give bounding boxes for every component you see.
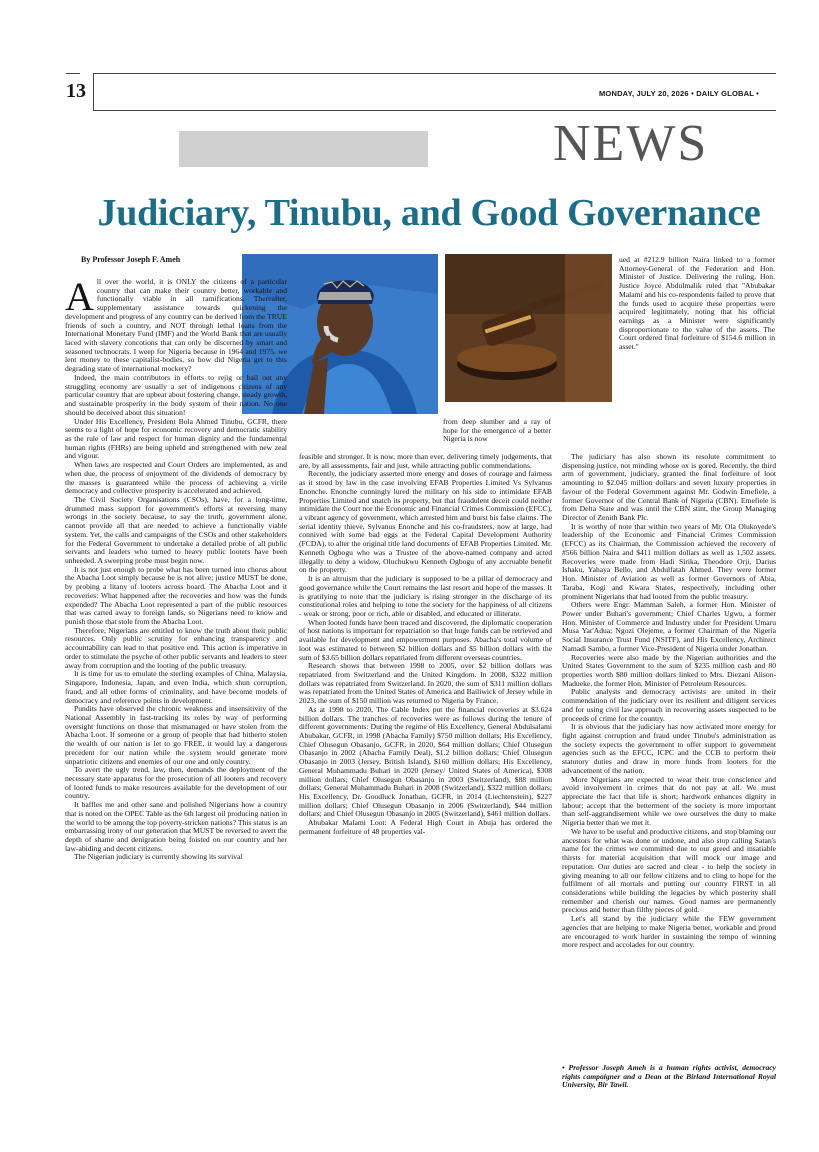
article-paragraph: It is time for us to emulate the sterling examples of China, Malaysia, Singapore, Indonesia, Japan, and even India, which shun corruption, fraud, and all other forms of criminality, and have become models of democracy and reference points in development. [65,669,287,705]
article-paragraph: Others were Engr. Mamman Saleh, a former Hon. Minister of Power under Buhari's government; Chief Charles Ugwu, a former Hon. Minister of Commerce and Industry under for President Umaru Musa Yar'Adua; Ngozi Olejeme, a former Chairman of the Nigeria Social Insurance Trust Fund (NSITF), and His Excellency, Architect Namadi Sambo, a former Vice-President of Nigeria under Jonathan. [562,600,776,653]
article-paragraph: Public analysts and democracy activists are united in their commendation of the judiciary over its resilient and diligent services and for using civil law approach in recovering assets suspected to be proceeds of crime for the country. [562,687,776,723]
masthead-rule [94,110,776,111]
article-paragraph: Let's all stand by the judiciary while the FEW government agencies that are helping to make Nigeria better, workable and proud are encouraged to work harder in sustaining the tempo of winning more respect and accolades for our country. [562,914,776,950]
photo-gavel [445,254,612,402]
article-paragraph: As at 1998 to 2020, The Cable Index put the financial recoveries at $3.624 billion dollars. The tranches of recoveries were as follows during the tenure of different governments: During the regime of His Excellency, General Abdulsalami Abubakar, GCFR, in 1998 (Abacha Family) $750 million dollars; His Excellency, Chief Olusegun Obasanjo, GCFR, in 2020, $64 million dollars; Chief Olusegun Obasanjo in 2002 (Abacha Family Deal), $1.2 billion dollars; Chief Olusegun Obasanjo in 2003 (Jersey, British Island), $160 million dollars; His Excellency, General Muhammadu Buhari in 2020 (Jersey/ United States of America), $308 million dollars; Chief Olusegun Obasanjo in 2003 (Switzerland), $88 million dollars; General Muhammadu Buhari in 2008 (Switzerland), $322 million dollars; His Excellency, Dr. Goodluck Jonathan, GCFR, in 2014 (Liechtenstein), $227 million dollars; Chief Olusegun Obasanjo in 2006 (Switzerland), $44 million dollars; and Chief Olusegun Obasanjo in 2005 (Switzerland), $461 million dollars. [299,704,552,819]
article-column-1 [65,274,287,862]
article-paragraph: When looted funds have been traced and discovered, the diplomatic cooperation of host nations is important for repatriation so that huge funds can be retrieved and available for development and empowerment purposes. Abacha's total volume of loot was estimated to between $2 billion dollars and $5 billion dollars with the sum of $3.65 billion dollars repatriated from different overseas countries. [299,617,552,662]
article-paragraph: More Nigerians are expected to wear their true conscience and avoid involvement in crimes that do not pay at all. We must appreciate the fact that life is short; hardwork enhances dignity in labour; accept that the betterment of the society is more important than self-aggrandisement while we owe ourselves the duty to make Nigeria better than we met it. [562,774,776,828]
article-column-3 [562,453,776,950]
gavel-icon [445,254,612,402]
page-number-divider [93,73,94,111]
dateline [599,89,759,98]
article-paragraph: The Civil Society Organisations (CSOs), have, for a long-time, drummed mass support for government's efforts at reversing many wrongs in the society because, to say the truth, government alone, cannot provide all that are needed to achieve a functionally viable system. Yet, the calls and campaigns of the CSOs and other stakeholders for the Federal Government to undertake a detailed probe of all public servants and leaders who turned to heavy public looters have been unheeded. A sweeping probe must begin now. [65,494,287,565]
article-paragraph: from deep slumber and a ray of hope for the emergence of a better Nigeria is now [443,417,551,444]
section-title: NEWS [553,115,709,172]
article-paragraph: Recently, the judiciary asserted more energy and doses of courage and fairness as it stood by law in the case involving EFAB Properties Limited Vs Sylvanus Enonche. Enonche cunningly lured the military on his side to intimidate EFAB Properties Limited and snatch its property, but that fraudulent deceit could neither intimidate the Court nor the Economic and Financial Crimes Commission (EFCC), a vibrant agency of government, which arrested him and burst his false claims. The serial identity thieve, Sylvanus Enonche and his co-fraudsters, now at large, had connived with some bad eggs at the Federal Capital Development Authority (FCDA), to alter the original title land documents of EFAB Properties Limited. Mr. Kenneth Ogbogu who was a Trustee of the above-named company and acted illegally to deny a widow, Oluchukwu Kenneth Ogbogu of any accruable benefit on the property. [299,469,552,575]
article-intro-paragraph [65,274,287,374]
publication-name: DAILY GLOBAL [696,89,754,98]
article-paragraph: Under His Excellency, President Bola Ahmed Tinubu, GCFR, there seems to a light of hope for economic recovery and democratic stability as the rule of law and respect for human dignity and the fundamental human rights (FHRs) are being upheld and strengthened with new zeal and vigour. [65,416,287,461]
article-paragraph: Indeed, the main contributors in efforts to rejig or bail out any struggling economy are usually a set of indigenous citizens of any particular country that are upbeat about fostering change, steady growth, and sustainable prosperity in the body system of their nation. No one should be deceived about this situation! [65,372,287,417]
date-text: MONDAY, JULY 20, 2026 [598,89,692,98]
bullet-icon: • [753,89,759,98]
article-paragraph: Abubakar Malami Loot: A Federal High Court in Abuja has ordered the permanent forfeiture of 48 properties val- [299,818,552,836]
intro-text: ll over the world, it is ONLY the citizens of a particular country that can make their country better, workable and functionally viable in all ramifications. Thereafter, supplementary assistance towards quickening the development and progress of any country can be derived from the TRUE friends of such a country, and NOT through lethal loans from the International Monetary Fund (IMF) and the World Bank that are usually laced with slavery concotions that can only be discerned by smart and seasoned technocrats. I weep for Nigeria because in 1964 and 1975, we lent money to these capitalist-bodies, so how did Nigeria get to this degrading state of international mockery? [65,277,287,374]
top-rule [94,73,776,74]
article-paragraph: Pundits have observed the chronic weakness and insensitivity of the National Assembly in fast-tracking its roles by way of performing oversight functions on those that mismanaged or have stolen from the Abacha Loot. If someone or a group of people that had hitherto stolen the wealth of our nation is let to go FREE, it would lay a dangerous precedent for our nation while the system would generate more unpatriotic citizens and enemies of our one and only country. [65,704,287,766]
article-paragraph: We have to be useful and productive citizens, and stop blaming our ancestors for what was done or undone, and also stop calling Satan's name for the crimes we committed due to our greed and insatiable thirsts for material acquisition that will mock our image and reputation. Our duties are sacred and clear - to help the society in giving meaning to all our fellow citizens and to cling to hope for the fulfilment of all mortals and putting our country FIRST in all considerations while building the legacies by which posterity shall remember and cherish our names. Good names are permanently precious and better than filthy pieces of gold. [562,826,776,915]
article-paragraph: Research shows that between 1998 to 2005, over $2 billion dollars was repatriated from Switzerland and the United Kingdom. In 2008, $322 million dollars was repatriated from Switzerland. In 2020, the sum of $311 million dollars was repatriated from the United States of America and Bailiwick of Jersey while in 2023, the sum of $150 million was returned to Nigeria by France. [299,661,552,706]
author-bio: • Professor Joseph Ameh is a human rights activist, democracy rights campaigner and a Dean at the Birland International Royal University, Bir Tawil. [562,1063,776,1090]
article-paragraph: The judiciary has also shown its resolute commitment to dispensing justice, not minding whose ox is gored. Recently, the third arm of government, judiciary, granted the final forfeiture of loot amounting to $2.045 million dollars and seven luxury properties in favour of the Federal Government against Mr. Godwin Emefiele, a former Governor of the Central Bank of Nigeria (CBN). Emefiele is from Delta State and was until the CBN stint, the Group Managing Director of Zenith Bank Plc. [562,452,776,523]
article-paragraph: It is an altruism that the judiciary is supposed to be a pillar of democracy and good governance while the Court remains the last resort and hope of the masses. It is gratifying to note that the judiciary is rising stronger in the discharge of its constitutional roles and helping to tone the society for the happiness of all citizens - weak or strong, poor or rich, able or disabled, and educated or illiterate. [299,574,552,618]
headline: Judiciary, Tinubu, and Good Governance [97,192,761,234]
page-number: 13 [66,80,86,102]
article-column-2 [299,453,552,837]
byline: By Professor Joseph F. Ameh [81,255,181,264]
article-paragraph: ued at #212.9 billion Naira linked to a former Attorney-General of the Federation and Hon. Minister of Justice. Delivering the ruling, Hon. Justice Joyce Abdulmalik ruled that "Abubakar Malami and his co-respondents failed to prove that the funds used to acquire these properties were acquired legitimately, noting that his official earnings as a Minister were significantly disproportionate to the value of the assets. The Court ordered final forfeiture of $154.6 million in asset." [619,255,775,352]
top-rule-left [66,73,80,74]
article-paragraph: When laws are respected and Court Orders are implemented, as and when due, the process of enjoyment of the dividends of democracy by the masses is guaranteed while the process of achieving a virile democracy and collective prosperity is accelerated and achieved. [65,460,287,496]
article-paragraph: It is obvious that the judiciary has now activated more energy for fight against corruption and fraud under Tinubu's administration as the society expects the government to offer support to government agencies such as the EFCC, ICPC and the CCB to perform their statutory duties and draw in more funds from looters for the advancement of the nation. [562,722,776,775]
drop-cap: A [65,274,94,319]
article-paragraph: The Nigerian judiciary is currently showing its survival [74,852,243,862]
bullet-icon: • [691,89,697,98]
article-paragraph: It is not just enough to probe what has been turned into chorus about the Abacha Loot simply because he is not alive; justice MUST be done, by probing a litany of looters across board. The Abacha Loot and it recoveries: What happened after the recoveries and how was the funds expended? The Abacha Loot represented a part of the public resources that was carted away to foreign lands, so Nigerians need to know and punish those that stole from the Abacha Loot. [65,564,287,627]
article-paragraph: Therefore, Nigerians are entitled to know the truth about their public resources. Only public scrutiny for enhancing transparency and accountability can lead to that positive end. This action is imperative in order to stimulate the psyche of other public servants and leaders to steer away from corruption and the looting of the public treasury. [65,625,287,670]
article-paragraph: feasible and stronger. It is now, more than ever, delivering timely judgements, that are, by all assessments, fair and just, while attracting public commendations. [299,452,552,470]
article-paragraph: It is worthy of note that within two years of Mr. Ola Olukoyede's leadership of the Economic and Financial Crimes Commission (EFCC) as its Chairman, the Commission achieved the recovery of #566 billion Naira and $411 million dollars as well as 1,502 assets. Recoveries were made from Hadi Sirika, Theodore Orji, Darius Ishaku, Yahaya Bello, and Abdulfatah Ahmed. They were former Hon. Minister of Aviation as well as former Governors of Abia, Taraba, Kogi and Kwara States, respectively, including other prominent Nigerians that had looted from the public treasury. [562,521,776,601]
placeholder-bar [179,131,428,167]
article-paragraph: To avert the ugly trend, law, then, demands the deployment of the necessary state apparatus for the prosecution of all looters and recovery of looted funds to make resources available for the development of our country. [65,765,287,801]
article-column-3-top [619,256,775,352]
article-paragraph: Recoveries were also made by the Nigerian authorities and the United States Government to the sum of $235 million cash and 80 properties worth $80 million dollars linked to Mrs. Diezani Alison- Madueke, the former Hon. Minister of Petroleum Resources. [562,652,776,688]
article-column-2-top [443,418,551,444]
article-paragraph: It baffles me and other sane and polished Nigerians how a country that is noted on the OPEC Table as the 6th largest oil producing nation in the world to be among the top poverty-stricken nations? This status is an embarrassing irony of our generation that MUST be reversed to avert the depth of shame and denigration being foisted on our country and her law-abiding and decent citizens. [65,800,287,853]
